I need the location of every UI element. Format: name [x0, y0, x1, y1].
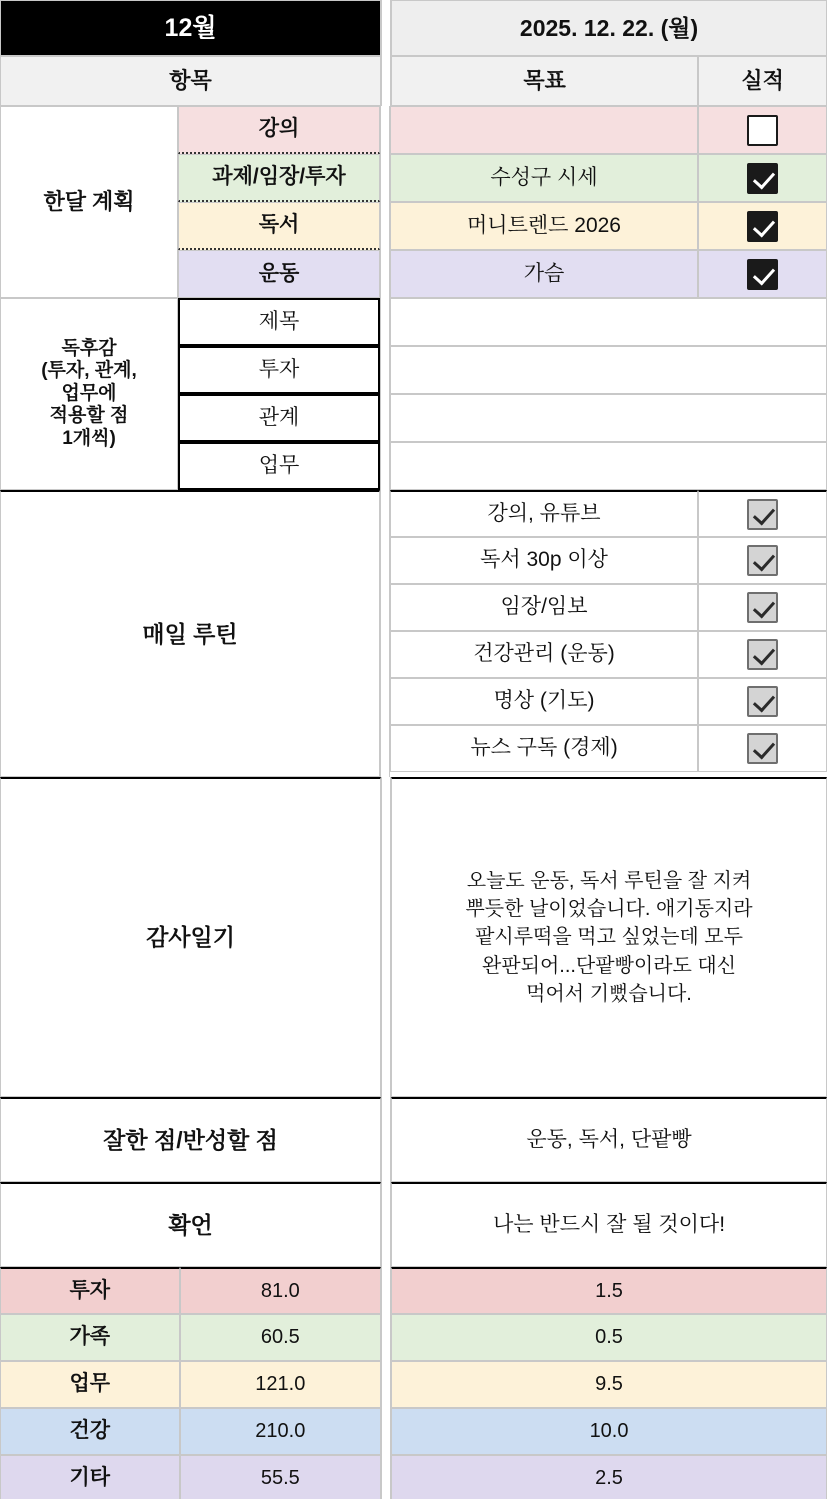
review-value[interactable]: 운동, 독서, 단팥빵 [391, 1097, 827, 1182]
book-report-field-value[interactable] [390, 298, 827, 346]
review-label: 잘한 점/반성할 점 [0, 1097, 381, 1182]
column-gap [380, 202, 390, 250]
column-header-actual: 실적 [698, 56, 827, 106]
checkbox-checked-icon[interactable] [747, 592, 778, 623]
column-header-item: 항목 [0, 56, 381, 106]
column-gap [380, 250, 390, 298]
checkbox-checked-icon[interactable] [747, 259, 778, 290]
gratitude-text-line: 완판되어...단팥빵이라도 대신 [481, 954, 737, 977]
daily-routine-row [390, 584, 827, 631]
time-today[interactable]: 10.0 [391, 1408, 827, 1455]
affirmation-label: 확언 [0, 1182, 381, 1267]
column-gap [381, 1267, 391, 1314]
column-gap [380, 298, 390, 346]
daily-routine-block [0, 490, 827, 777]
monthly-plan-item-goal[interactable]: 가슴 [390, 250, 698, 298]
routine-item-check[interactable] [698, 584, 827, 631]
time-today[interactable]: 0.5 [391, 1314, 827, 1361]
column-gap [381, 1455, 391, 1499]
book-report-block [0, 298, 827, 490]
column-gap [380, 154, 390, 202]
daily-routine-label: 매일 루틴 [0, 490, 380, 777]
column-gap [381, 1314, 391, 1361]
book-report-label-line: 적용할 점 [49, 405, 129, 427]
gratitude-text-line: 오늘도 운동, 독서 루틴을 잘 지켜 [466, 869, 752, 892]
routine-item-check[interactable] [698, 537, 827, 584]
gratitude-label: 감사일기 [0, 777, 381, 1097]
book-report-rows [178, 298, 827, 490]
column-gap [380, 490, 390, 777]
time-category: 업무 [0, 1361, 180, 1408]
gratitude-text[interactable] [391, 777, 827, 1097]
routine-item-name: 명상 (기도) [390, 678, 698, 725]
date-title: 2025. 12. 22. (월) [391, 0, 827, 56]
monthly-plan-item-name: 운동 [178, 250, 380, 298]
monthly-plan-row [178, 250, 827, 298]
time-row [0, 1267, 827, 1314]
book-report-field-name: 업무 [178, 442, 380, 490]
routine-item-name: 임장/임보 [390, 584, 698, 631]
header-row [0, 0, 827, 56]
monthly-plan-item-name: 과제/임장/투자 [178, 154, 380, 202]
gratitude-block [0, 777, 827, 1097]
column-gap [380, 442, 390, 490]
column-gap [380, 346, 390, 394]
time-month-total: 55.5 [180, 1455, 382, 1499]
affirmation-block [0, 1182, 827, 1267]
column-gap [381, 56, 391, 106]
monthly-plan-item-goal[interactable]: 수성구 시세 [390, 154, 698, 202]
monthly-plan-item-name: 강의 [178, 106, 380, 154]
checkbox-checked-icon[interactable] [747, 211, 778, 242]
time-month-total: 60.5 [180, 1314, 382, 1361]
column-gap [381, 1361, 391, 1408]
routine-item-name: 독서 30p 이상 [390, 537, 698, 584]
book-report-field-name: 관계 [178, 394, 380, 442]
daily-routine-row [390, 537, 827, 584]
monthly-plan-row [178, 154, 827, 202]
time-row [0, 1455, 827, 1499]
daily-routine-row [390, 725, 827, 772]
checkbox-checked-icon[interactable] [747, 733, 778, 764]
monthly-plan-item-name: 독서 [178, 202, 380, 250]
time-category: 건강 [0, 1408, 180, 1455]
checkbox-checked-icon[interactable] [747, 499, 778, 530]
book-report-field-name: 투자 [178, 346, 380, 394]
month-title: 12월 [0, 0, 381, 56]
checkbox-checked-icon[interactable] [747, 163, 778, 194]
column-gap [381, 0, 391, 56]
checkbox-checked-icon[interactable] [747, 639, 778, 670]
daily-routine-row [390, 631, 827, 678]
checkbox-checked-icon[interactable] [747, 686, 778, 717]
time-today[interactable]: 1.5 [391, 1267, 827, 1314]
book-report-field-name: 제목 [178, 298, 380, 346]
book-report-field-value[interactable] [390, 346, 827, 394]
time-today[interactable]: 9.5 [391, 1361, 827, 1408]
book-report-label-line: 업무에 [61, 382, 117, 404]
monthly-plan-row [178, 106, 827, 154]
routine-item-name: 강의, 유튜브 [390, 490, 698, 537]
routine-item-check[interactable] [698, 725, 827, 772]
monthly-plan-row [178, 202, 827, 250]
monthly-plan-label: 한달 계획 [0, 106, 178, 298]
column-gap [381, 1408, 391, 1455]
time-today[interactable]: 2.5 [391, 1455, 827, 1499]
book-report-row [178, 346, 827, 394]
column-gap [381, 1182, 391, 1267]
checkbox-checked-icon[interactable] [747, 545, 778, 576]
book-report-label [0, 298, 178, 490]
column-gap [381, 777, 391, 1097]
column-header-goal: 목표 [391, 56, 698, 106]
affirmation-value[interactable]: 나는 반드시 잘 될 것이다! [391, 1182, 827, 1267]
book-report-field-value[interactable] [390, 394, 827, 442]
gratitude-text-line: 팥시루떡을 먹고 싶었는데 모두 [475, 926, 743, 949]
checkbox-icon[interactable] [747, 115, 778, 146]
column-gap [381, 1097, 391, 1182]
time-row [0, 1408, 827, 1455]
time-month-total: 121.0 [180, 1361, 382, 1408]
monthly-plan-item-check[interactable] [698, 106, 827, 154]
time-category: 기타 [0, 1455, 180, 1499]
book-report-label-line: (투자, 관계, [41, 360, 137, 382]
monthly-plan-item-check[interactable] [698, 154, 827, 202]
time-month-total: 81.0 [180, 1267, 382, 1314]
routine-item-name: 건강관리 (운동) [390, 631, 698, 678]
monthly-plan-block [0, 106, 827, 298]
monthly-plan-rows [178, 106, 827, 298]
book-report-label-line: 1개씩) [62, 427, 116, 449]
book-report-row [178, 442, 827, 490]
subheader-row [0, 56, 827, 106]
gratitude-text-line: 뿌듯한 날이었습니다. 애기동지라 [465, 897, 753, 920]
monthly-plan-item-check[interactable] [698, 202, 827, 250]
daily-routine-row [390, 678, 827, 725]
monthly-plan-item-goal[interactable] [390, 106, 698, 154]
time-row [0, 1314, 827, 1361]
book-report-row [178, 298, 827, 346]
daily-routine-row [390, 490, 827, 537]
book-report-row [178, 394, 827, 442]
monthly-plan-item-check[interactable] [698, 250, 827, 298]
book-report-field-value[interactable] [390, 442, 827, 490]
daily-routine-rows [390, 490, 827, 777]
routine-item-name: 뉴스 구독 (경제) [390, 725, 698, 772]
column-gap [380, 394, 390, 442]
time-month-total: 210.0 [180, 1408, 382, 1455]
time-category: 가족 [0, 1314, 180, 1361]
gratitude-text-line: 먹어서 기뻤습니다. [526, 983, 692, 1006]
time-category: 투자 [0, 1267, 180, 1314]
time-row [0, 1361, 827, 1408]
book-report-label-line: 독후감 [61, 337, 117, 359]
column-gap [380, 106, 390, 154]
review-block [0, 1097, 827, 1182]
monthly-plan-item-goal[interactable]: 머니트렌드 2026 [390, 202, 698, 250]
routine-item-check[interactable] [698, 631, 827, 678]
routine-item-check[interactable] [698, 678, 827, 725]
routine-item-check[interactable] [698, 490, 827, 537]
